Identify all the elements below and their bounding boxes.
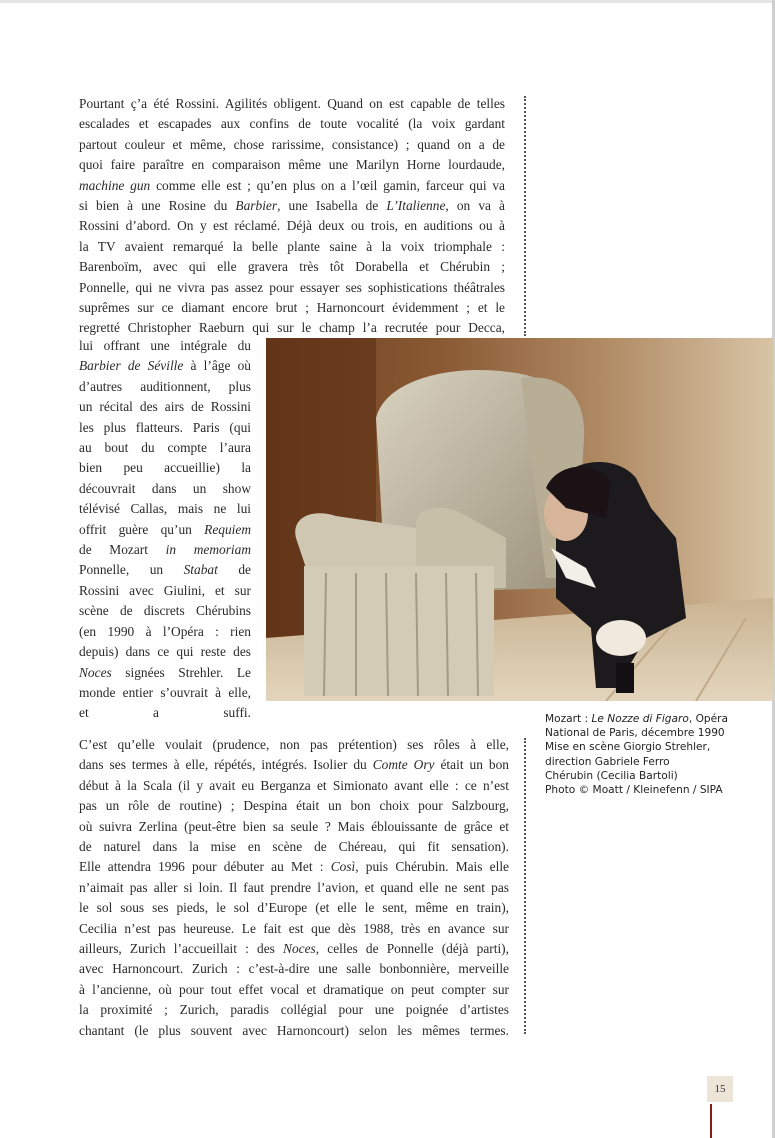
text-fragment: Ponnelle, un: [79, 562, 184, 578]
caption-line: National de Paris, décembre 1990: [545, 727, 725, 740]
text-line: [79, 176, 505, 196]
text-line: [79, 520, 251, 540]
text-line: télévisé Callas, mais ne lui: [79, 501, 251, 517]
text-fragment: , celles de Ponnelle (déjà parti),: [315, 941, 509, 957]
text-fragment: de: [217, 562, 251, 578]
text-fragment: offrit guère qu’un: [79, 521, 205, 537]
stage-photo-image: [266, 338, 773, 701]
text-fragment: , puis Chérubin. Mais elle: [355, 859, 510, 875]
text-fragment: , une Isabella de: [277, 198, 387, 214]
caption-line: Chérubin (Cecilia Bartoli): [545, 769, 678, 782]
text-line: avec Harnoncourt. Zurich : c’est-à-dire une salle bonbonnière, merveille: [79, 961, 509, 977]
text-line: Cecilia n’est pas heureuse. Le fait est que dès 1988, très en avance sur: [79, 920, 509, 936]
text-line: Rossini avec Giulini, et sur: [79, 582, 251, 598]
text-line: regretté Christopher Raeburn qui sur le champ l’a recrutée pour Decca,: [79, 320, 505, 336]
italic-term: in memoriam: [165, 542, 251, 558]
text-line: (en 1990 à l’Opéra : rien: [79, 623, 251, 639]
text-fragment: dans ses termes à elle, répétés, intégrés. Isolier du: [79, 757, 373, 773]
text-line: [79, 857, 509, 877]
text-line: où suivra Zerlina (peut-être bien sa seule ? Mais éblouissante de grâce et: [79, 818, 509, 834]
text-line: [79, 755, 509, 775]
text-line: la TV avaient remarqué la belle plante saine à la voix triomphale :: [79, 238, 505, 254]
italic-title: L’Italienne: [386, 198, 446, 214]
text-line: d’autres auditionnent, plus: [79, 378, 251, 394]
text-fragment: , Opéra: [688, 713, 728, 725]
caption-line: [545, 712, 757, 726]
text-fragment: , on va à: [445, 198, 505, 214]
text-line: Pourtant ç’a été Rossini. Agilités obligent. Quand on est capable de telles: [79, 96, 505, 111]
dotted-margin-rule: [524, 96, 526, 336]
text-fragment: était un bon: [434, 757, 509, 773]
paragraph-3: [79, 735, 509, 1041]
dotted-margin-rule: [524, 738, 526, 1034]
text-line: [79, 939, 509, 959]
text-line: C’est qu’elle voulait (prudence, non pas prétention) ses rôles à elle,: [79, 737, 509, 752]
text-line: lui offrant une intégrale du: [79, 338, 251, 353]
text-line: début à la Scala (il y avait eu Berganza et Simionato avant elle : ce n’est: [79, 777, 509, 793]
text-line: escalades et escapades aux confins de toute vocalité (la voix gardant: [79, 116, 505, 132]
text-line: quoi faire paraître en comparaison même une Marilyn Horne lourdaude,: [79, 157, 505, 173]
italic-term: machine gun: [79, 177, 151, 193]
text-line: Barenboïm, avec qui elle gravera très tôt Dorabella et Chérubin ;: [79, 259, 505, 275]
text-line: [79, 560, 251, 580]
text-line: depuis) dans ce qui reste des: [79, 644, 251, 660]
text-fragment: de Mozart: [79, 542, 166, 558]
text-line: et a suffi.: [79, 705, 251, 721]
text-line: [79, 196, 505, 216]
paragraph-1: [79, 94, 505, 339]
text-line: scène de discrets Chérubins: [79, 603, 251, 619]
italic-title: Barbier de Séville: [79, 358, 184, 374]
italic-title: Comte Ory: [372, 757, 435, 773]
italic-title: Barbier: [235, 198, 278, 214]
text-line: de naturel dans la mise en scène de Chéreau, qui fit sensation).: [79, 839, 509, 855]
text-line: n’aimait pas aller si loin. Il faut prendre l’avion, et quand elle ne sent pas: [79, 879, 509, 895]
text-fragment: à l’âge où: [183, 358, 252, 374]
paragraph-2: [79, 336, 251, 724]
text-line: au bout du compte l’aura: [79, 440, 251, 456]
text-line: à l’ancienne, où pour tout effet vocal et dramatique on peut compter sur: [79, 981, 509, 997]
italic-title: Così: [330, 859, 356, 875]
text-fragment: Mozart :: [545, 713, 592, 725]
text-line: partout couleur et même, chose rarissime, consistance) ; quand on a de: [79, 136, 505, 152]
text-line: un récital des airs de Rossini: [79, 399, 251, 415]
page-number-rule: [710, 1104, 712, 1138]
caption-line: Mise en scène Giorgio Strehler,: [545, 741, 711, 754]
text-line: découvrait dans un show: [79, 480, 251, 496]
text-line: les plus flatteurs. Paris (qui: [79, 419, 251, 435]
text-line: la proximité ; Zurich, paradis collégial pour une poignée d’artistes: [79, 1002, 509, 1018]
text-line: [79, 663, 251, 683]
text-line: pas un rôle de routine) ; Despina était un bon choix pour Salzbourg,: [79, 798, 509, 814]
text-fragment: signées Strehler. Le: [111, 664, 251, 680]
italic-title: Requiem: [204, 521, 251, 537]
text-fragment: si bien à une Rosine du: [79, 198, 236, 214]
italic-title: Noces: [283, 941, 316, 957]
text-line: suprêmes sur ce diamant encore brut ; Harnoncourt évidemment ; et le: [79, 300, 505, 316]
text-line: le sol sous ses pieds, le sol d’Europe (et elle le sent, même en train),: [79, 900, 509, 916]
text-line: Ponnelle, qui ne vivra pas assez pour essayer ses sophistications théâtrales: [79, 279, 505, 295]
text-line: Rossini d’abord. On y est réclamé. Déjà deux ou trois, en auditions ou à: [79, 218, 505, 234]
text-line: [79, 540, 251, 560]
page-number: 15: [707, 1076, 733, 1102]
caption-line: Photo © Moatt / Kleinefenn / SIPA: [545, 784, 723, 797]
italic-title: Noces: [79, 664, 112, 680]
text-line: [79, 356, 251, 376]
italic-title: Le Nozze di Figaro: [591, 713, 689, 725]
text-line: monde entier s’ouvrait à elle,: [79, 684, 251, 700]
text-line: chantant (le plus souvent avec Harnoncourt) selon les mêmes termes.: [79, 1022, 509, 1038]
italic-title: Stabat: [183, 562, 218, 578]
caption-line: direction Gabriele Ferro: [545, 755, 670, 768]
top-shade: [0, 0, 775, 3]
stage-photo: [266, 338, 773, 701]
text-line: bien peu accueillie) la: [79, 460, 251, 476]
text-fragment: Elle attendra 1996 pour débuter au Met :: [79, 859, 331, 875]
text-fragment: ailleurs, Zurich l’accueillait : des: [79, 941, 284, 957]
text-fragment: comme elle est ; qu’en plus on a l’œil gamin, farceur qui va: [150, 177, 505, 193]
photo-caption: [545, 712, 757, 797]
